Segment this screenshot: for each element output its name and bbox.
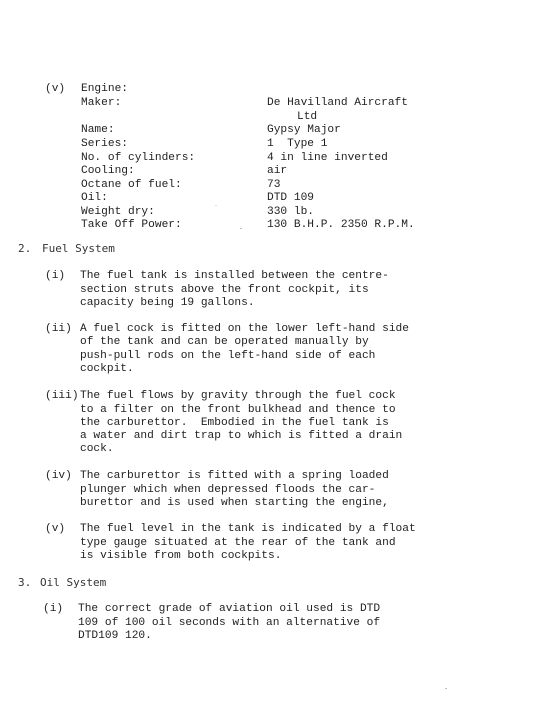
oil-item-line: DTD109 120. xyxy=(78,630,152,642)
spec-value-maker-cont: Ltd xyxy=(297,111,318,123)
engine-item-label: (v) xyxy=(45,83,66,95)
spec-key-oil: Oil: xyxy=(81,192,108,204)
spec-value-weight: 330 lb. xyxy=(267,206,314,218)
spec-key-cylinders: No. of cylinders: xyxy=(81,152,196,164)
fuel-item-line: burettor and is used when starting the engine, xyxy=(80,497,389,509)
spec-key-name: Name: xyxy=(81,124,115,136)
fuel-item-line: cockpit. xyxy=(80,363,134,375)
fuel-item-label: (iii) xyxy=(45,390,79,402)
fuel-item-line: The fuel level in the tank is indicated by a float xyxy=(80,523,416,535)
spec-value-series: 1 Type 1 xyxy=(267,138,328,150)
fuel-item-line: is visible from both cockpits. xyxy=(80,550,282,562)
fuel-item-line: plunger which when depressed floods the car- xyxy=(80,484,376,496)
fuel-item-line: A fuel cock is fitted on the lower left-hand side xyxy=(80,323,409,335)
fuel-item-line: section struts above the front cockpit, its xyxy=(80,284,369,296)
fuel-item-line: push-pull rods on the left-hand side of each xyxy=(80,350,376,362)
spec-key-power: Take Off Power: xyxy=(81,219,182,231)
oil-item-line: The correct grade of aviation oil used is DTD xyxy=(78,603,381,615)
fuel-item-line: cock. xyxy=(80,443,114,455)
spec-key-series: Series: xyxy=(81,138,128,150)
scan-speck xyxy=(240,228,242,229)
spec-key-maker: Maker: xyxy=(81,97,122,109)
fuel-item-label: (iv) xyxy=(45,470,72,482)
fuel-item-label: (v) xyxy=(45,523,66,535)
spec-value-octane: 73 xyxy=(267,179,281,191)
spec-key-octane: Octane of fuel: xyxy=(81,179,182,191)
fuel-item-line: The carburettor is fitted with a spring loaded xyxy=(80,470,389,482)
fuel-item-label: (i) xyxy=(45,270,66,282)
spec-value-name: Gypsy Major xyxy=(267,124,341,136)
fuel-item-line: the carburettor. Embodied in the fuel tank is xyxy=(80,417,389,429)
scan-speck xyxy=(445,688,447,689)
scan-speck xyxy=(215,205,217,206)
spec-value-power: 130 B.H.P. 2350 R.P.M. xyxy=(267,219,415,231)
spec-key-weight: Weight dry: xyxy=(81,206,155,218)
section-title-fuel: Fuel System xyxy=(42,242,115,255)
fuel-item-line: capacity being 19 gallons. xyxy=(80,297,255,309)
fuel-item-line: type gauge situated at the rear of the tank and xyxy=(80,537,396,549)
section-title-oil: Oil System xyxy=(40,576,107,589)
oil-item-label: (i) xyxy=(43,603,64,615)
spec-value-cooling: air xyxy=(267,165,288,177)
spec-value-oil: DTD 109 xyxy=(267,192,314,204)
section-number-fuel: 2. xyxy=(18,242,32,255)
fuel-item-line: of the tank and can be operated manually by xyxy=(80,336,369,348)
spec-value-cylinders: 4 in line inverted xyxy=(267,152,388,164)
spec-key-cooling: Cooling: xyxy=(81,165,135,177)
section-number-oil: 3. xyxy=(18,576,32,589)
fuel-item-line: to a filter on the front bulkhead and thence to xyxy=(80,404,396,416)
spec-value-maker: De Havilland Aircraft xyxy=(267,97,408,109)
fuel-item-label: (ii) xyxy=(45,323,72,335)
engine-heading: Engine: xyxy=(81,83,128,95)
fuel-item-line: a water and dirt trap to which is fitted a drain xyxy=(80,430,403,442)
oil-item-line: 109 of 100 oil seconds with an alternative of xyxy=(78,617,381,629)
fuel-item-line: The fuel tank is installed between the centre- xyxy=(80,270,389,282)
fuel-item-line: The fuel flows by gravity through the fuel cock xyxy=(80,390,396,402)
